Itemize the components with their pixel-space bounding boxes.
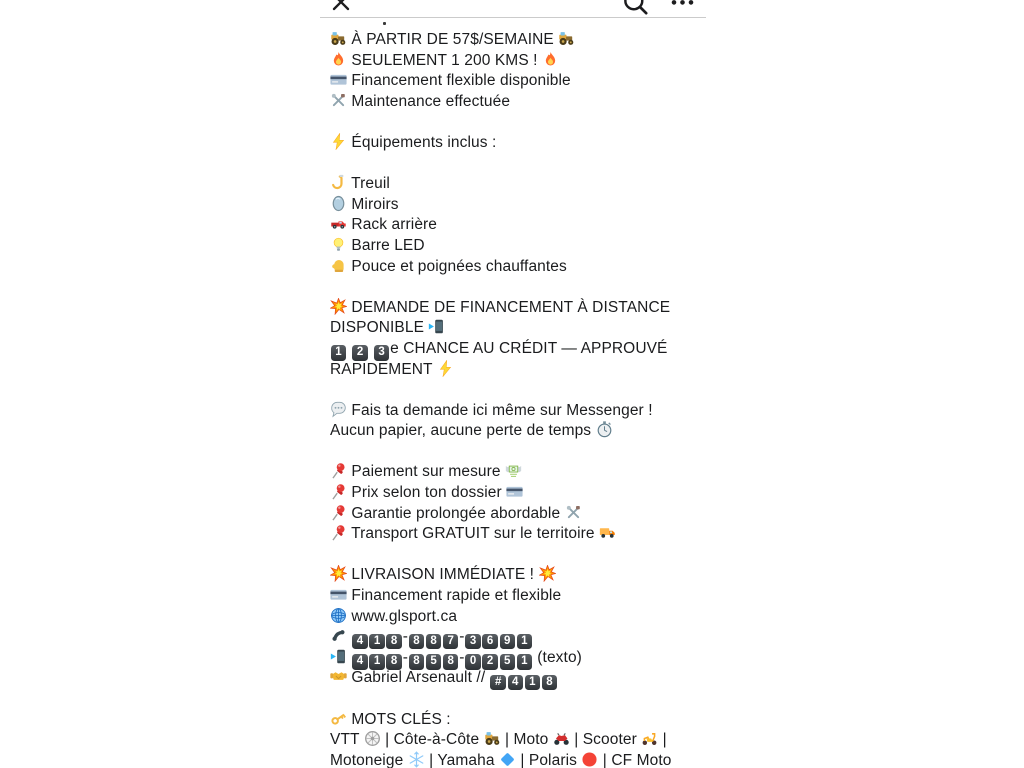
description-line	[330, 318, 712, 339]
text-run: Financement flexible disponible	[347, 72, 571, 90]
text-run: À PARTIR DE 57$/SEMAINE	[347, 31, 559, 48]
text-run: Barre LED	[347, 236, 425, 254]
description-line	[330, 421, 712, 442]
mobile-phone-arrow-emoji	[428, 318, 445, 335]
description-line	[330, 751, 712, 768]
keycap-0: 0	[465, 654, 481, 670]
description-line	[330, 92, 712, 113]
keycap-5: 5	[426, 654, 442, 670]
keycap-4: 4	[352, 634, 368, 650]
blue-diamond-emoji	[499, 751, 516, 768]
text-run: Aucun papier, aucune perte de temps	[330, 422, 596, 440]
description-line	[330, 257, 712, 278]
text-run: -	[459, 648, 465, 666]
credit-card-emoji	[330, 586, 347, 603]
keycap-#: #	[490, 675, 506, 691]
text-run: Transport GRATUIT sur le territoire	[347, 525, 600, 543]
globe-emoji	[330, 607, 347, 624]
handshake-emoji	[330, 668, 347, 685]
keycap-1: 1	[331, 345, 347, 361]
text-run: Fais ta demande ici même sur Messenger !	[347, 401, 653, 419]
search-button[interactable]	[622, 0, 649, 16]
description-line	[330, 607, 712, 628]
collision-emoji	[539, 565, 556, 582]
collision-emoji	[330, 298, 347, 315]
more-options-icon	[671, 0, 695, 7]
hammer-wrench-emoji	[330, 92, 347, 109]
text-run: DEMANDE DE FINANCEMENT À DISTANCE	[347, 298, 671, 316]
description-line	[330, 504, 712, 525]
description-line	[330, 730, 712, 751]
description-line	[330, 360, 712, 381]
credit-card-emoji	[506, 483, 523, 500]
description-line	[330, 112, 712, 133]
collision-emoji	[330, 565, 347, 582]
text-run: | Polaris	[515, 751, 582, 768]
zap-emoji	[437, 360, 454, 377]
keycap-8: 8	[409, 654, 425, 670]
description-line	[330, 689, 712, 710]
key-emoji	[330, 710, 347, 727]
keycap-3: 3	[374, 345, 390, 361]
text-run: Financement rapide et flexible	[347, 587, 562, 605]
close-button[interactable]	[329, 0, 353, 14]
speech-balloon-emoji	[330, 401, 347, 418]
description-line	[330, 565, 712, 586]
description-line	[330, 648, 712, 669]
text-run: -	[459, 628, 465, 646]
description-line	[330, 277, 712, 298]
description-line	[330, 545, 712, 566]
description-line	[330, 174, 712, 195]
text-run: Gabriel Arsenault //	[347, 669, 490, 687]
pushpin-emoji	[330, 462, 347, 479]
more-options-button[interactable]	[671, 0, 695, 7]
hook-emoji	[330, 174, 347, 191]
description-line	[330, 627, 712, 648]
tractor-emoji	[484, 730, 501, 747]
glove-emoji	[330, 257, 347, 274]
text-run: |	[658, 731, 667, 749]
text-run: | Scooter	[569, 731, 642, 749]
description-line	[330, 71, 712, 92]
fire-emoji	[542, 51, 559, 68]
red-circle-emoji	[581, 751, 598, 768]
tractor-emoji	[558, 30, 575, 47]
zap-emoji	[330, 133, 347, 150]
keycap-3: 3	[465, 634, 481, 650]
pickup-truck-emoji	[330, 215, 347, 232]
money-with-wings-emoji	[505, 462, 522, 479]
text-run: www.glsport.ca	[347, 607, 458, 625]
text-run: Équipements inclus :	[347, 133, 497, 151]
description-line	[330, 51, 712, 72]
description-line	[330, 236, 712, 257]
text-run	[347, 628, 351, 645]
description-line	[330, 154, 712, 175]
text-run: | Côte-à-Côte	[380, 731, 484, 749]
text-run: Motoneige	[330, 751, 408, 768]
keycap-8: 8	[386, 634, 402, 650]
keycap-7: 7	[443, 634, 459, 650]
pushpin-emoji	[330, 483, 347, 500]
text-run: -	[402, 628, 408, 646]
description-line	[330, 133, 712, 154]
keycap-1: 1	[525, 675, 541, 691]
keycap-5: 5	[500, 654, 516, 670]
description-line	[330, 30, 712, 51]
description-line	[330, 298, 712, 319]
text-run: Miroirs	[347, 195, 399, 213]
fire-emoji	[330, 51, 347, 68]
keycap-8: 8	[542, 675, 558, 691]
scooter-emoji	[641, 730, 658, 747]
text-run: e CHANCE AU CRÉDIT — APPROUVÉ	[390, 339, 668, 357]
text-run: Treuil	[347, 175, 390, 193]
keycap-8: 8	[386, 654, 402, 670]
text-run: Rack arrière	[347, 216, 438, 234]
text-run: RAPIDEMENT	[330, 360, 437, 378]
text-run: Prix selon ton dossier	[347, 484, 507, 502]
keycap-9: 9	[500, 634, 516, 650]
light-bulb-emoji	[330, 236, 347, 253]
keycap-4: 4	[352, 654, 368, 670]
keycap-4: 4	[508, 675, 524, 691]
description-line	[330, 524, 712, 545]
search-icon	[622, 0, 649, 16]
description-line	[330, 215, 712, 236]
text-run: Pouce et poignées chauffantes	[347, 257, 567, 275]
keycap-2: 2	[482, 654, 498, 670]
description-line	[330, 401, 712, 422]
description-line	[330, 380, 712, 401]
keycap-2: 2	[352, 345, 368, 361]
text-run: Garantie prolongée abordable	[347, 504, 565, 522]
telephone-emoji	[330, 627, 347, 644]
text-run: MOTS CLÉS :	[347, 710, 451, 728]
text-run: Maintenance effectuée	[347, 92, 511, 110]
description-line	[330, 442, 712, 463]
keycap-1: 1	[517, 654, 533, 670]
keycap-6: 6	[482, 634, 498, 650]
stopwatch-emoji	[596, 421, 613, 438]
text-run	[347, 649, 351, 666]
wheel-emoji	[364, 730, 381, 747]
description-line	[330, 462, 712, 483]
description-line	[330, 195, 712, 216]
text-run: SEULEMENT 1 200 KMS !	[347, 51, 542, 69]
text-run: | Moto	[500, 731, 553, 749]
text-run: | CF Moto	[598, 751, 672, 768]
credit-card-emoji	[330, 71, 347, 88]
text-run: (texto)	[532, 648, 582, 666]
description-text[interactable]	[330, 30, 712, 768]
motorcycle-emoji	[553, 730, 570, 747]
keycap-8: 8	[443, 654, 459, 670]
header-divider	[320, 17, 706, 18]
text-run: DISPONIBLE	[330, 319, 429, 337]
tractor-emoji	[330, 30, 347, 47]
keycap-8: 8	[426, 634, 442, 650]
description-line	[330, 586, 712, 607]
description-line	[330, 483, 712, 504]
text-run: -	[402, 648, 408, 666]
text-run	[369, 340, 373, 357]
keycap-1: 1	[369, 634, 385, 650]
mirror-emoji	[330, 195, 347, 212]
text-run: | Yamaha	[424, 751, 499, 768]
delivery-truck-emoji	[599, 524, 616, 541]
clipped-text-fragment	[383, 22, 386, 25]
description-line	[330, 710, 712, 731]
text-run: Paiement sur mesure	[347, 463, 506, 481]
text-run: LIVRAISON IMMÉDIATE !	[347, 566, 539, 584]
keycap-1: 1	[369, 654, 385, 670]
keycap-8: 8	[409, 634, 425, 650]
keycap-1: 1	[517, 634, 533, 650]
text-run: VTT	[330, 731, 364, 749]
pushpin-emoji	[330, 524, 347, 541]
hammer-wrench-emoji	[565, 504, 582, 521]
description-line	[330, 668, 712, 689]
snowflake-emoji	[408, 751, 425, 768]
description-line	[330, 339, 712, 360]
text-run	[347, 340, 351, 357]
pushpin-emoji	[330, 504, 347, 521]
mobile-phone-arrow-emoji	[330, 648, 347, 665]
close-icon	[329, 0, 353, 14]
